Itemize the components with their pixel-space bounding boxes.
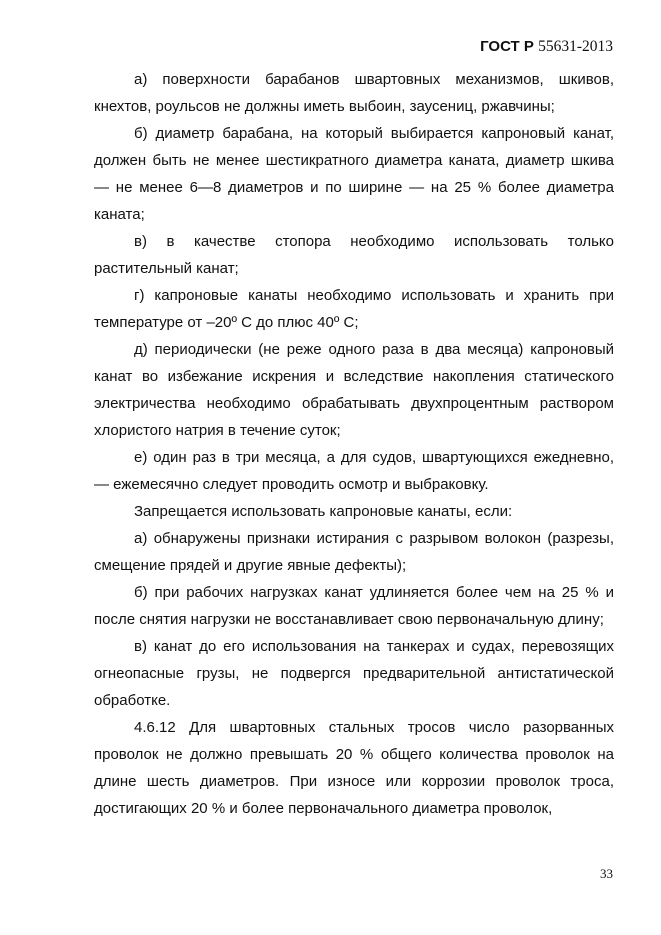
document-body [94,66,614,822]
paragraph-item-a: а) поверхности барабанов швартовных механизмов, шкивов, кнехтов, роульсов не должны иметь выбоин, заусениц, ржавчины; [94,71,614,115]
standard-prefix: ГОСТ Р [480,38,534,55]
paragraph-prohibition-intro: Запрещается использовать капроновые канаты, если: [134,503,513,520]
paragraph-section-4-6-12: 4.6.12 Для швартовных стальных тросов число разорванных проволок не должно превышать 20 % общего количества проволок на длине шесть диаметров. При износе или коррозии проволок троса, достигающих 20 % и более первоначального диаметра проволок, [94,719,614,817]
paragraph-prohibition-a: а) обнаружены признаки истирания с разрывом волокон (разрезы, смещение прядей и другие явные дефекты); [94,530,614,574]
document-header [480,38,613,56]
page-number: 33 [600,866,613,881]
paragraph-item-d: д) периодически (не реже одного раза в два месяца) капроновый канат во избежание искрения и вследствие накопления статического электричества необходимо обрабатывать двухпроцентным раствором хлористого натрия в течение суток; [94,341,614,439]
standard-number: 55631-2013 [538,38,613,55]
paragraph-prohibition-v: в) канат до его использования на танкерах и судах, перевозящих огнеопасные грузы, не подвергся предварительной антистатической обработке. [94,638,614,709]
paragraph-item-e: е) один раз в три месяца, а для судов, швартующихся ежедневно, — ежемесячно следует проводить осмотр и выбраковку. [94,449,614,493]
paragraph-item-b: б) диаметр барабана, на который выбирается капроновый канат, должен быть не менее шестикратного диаметра каната, диаметр шкива — не менее 6—8 диаметров и по ширине — на 25 % более диаметра каната; [94,125,614,223]
paragraph-item-v: в) в качестве стопора необходимо использовать только растительный канат; [94,233,614,277]
paragraph-item-g: г) капроновые канаты необходимо использовать и хранить при температуре от –20º С до плюс 40º С; [94,287,614,331]
paragraph-prohibition-b: б) при рабочих нагрузках канат удлиняется более чем на 25 % и после снятия нагрузки не восстанавливает свою первоначальную длину; [94,584,614,628]
